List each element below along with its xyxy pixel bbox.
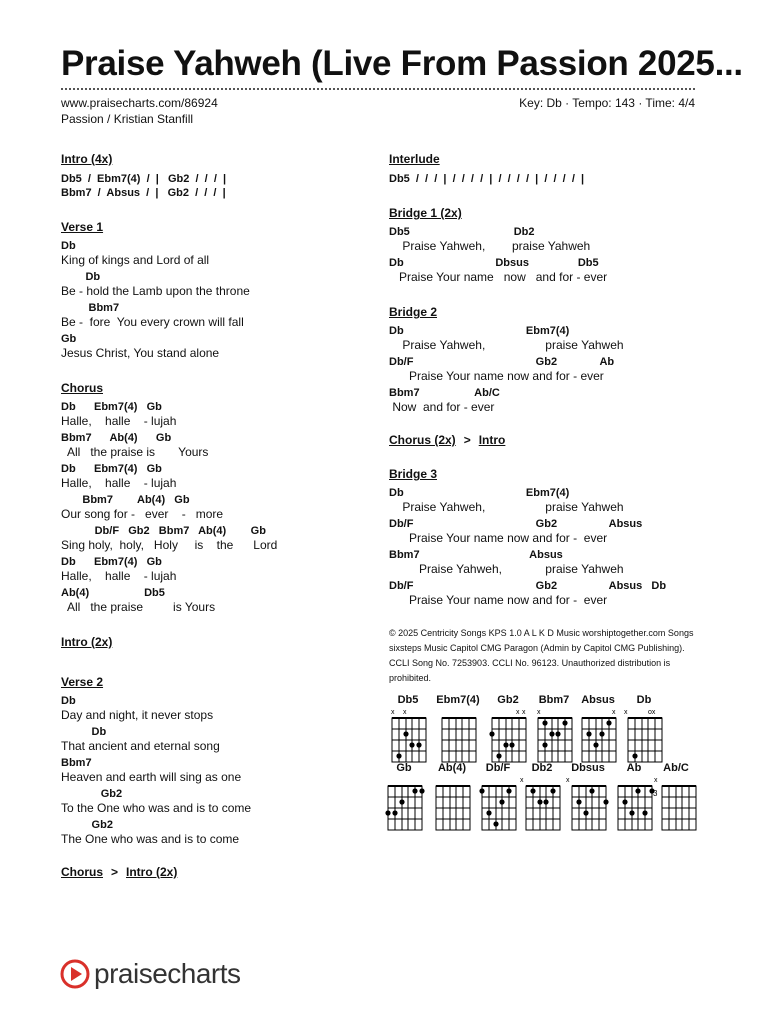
lyric-line: Praise Your name now and for - ever [389,593,608,607]
section-verse-1 [61,218,361,361]
chord-line: Db [61,271,101,283]
chord-diagram-name: Ebm7(4) [436,694,480,706]
chord-line: Db Ebm7(4) Gb [61,556,162,568]
chord-grid [386,776,426,834]
chord-grid [566,776,610,834]
lyric-line: Sing holy, holy, Holy is the Lord [61,538,278,552]
chord-line: Bbm7 Ab(4) Gb [61,494,190,506]
logo-text: praisecharts [94,958,241,989]
section-title: Verse 2 [61,675,104,689]
lyric-line: Now and for - ever [389,400,495,414]
section-title: Intro (2x) [61,635,113,649]
section-title: Bridge 3 [389,467,438,481]
play-circle-icon [60,959,90,989]
flow-target: Intro (2x) [126,865,178,879]
chord-grid [490,708,530,766]
section-title: Chorus [61,381,103,395]
chord-line: Gb [61,333,77,345]
svg-text:x: x [624,709,628,716]
bar-line: Db5 / / / | / / / / | / / / / | / / / / | [389,173,585,185]
lyric-line: To the One who was and is to come [61,801,252,815]
chord-diagram-name: Db/F [485,762,511,774]
svg-text:x: x [566,777,570,784]
chord-grid [653,776,700,834]
lyric-line: Be - fore You every crown will fall [61,315,244,329]
svg-text:x: x [516,709,520,716]
chord-diagram-name: Ab [626,762,642,774]
chord-line: Gb2 [61,788,123,800]
section-bridge-1 [389,204,709,285]
lyric-line: Praise Yahweh, praise Yahweh [389,338,624,352]
chord-diagrams [386,690,706,830]
lyric-line: King of kings and Lord of all [61,253,210,267]
chord-line: Db Ebm7(4) [389,325,570,337]
chord-line: Db [61,726,107,738]
section-chorus [61,379,361,615]
fret-number: 3 [653,789,658,798]
chord-line: Bbm7 Ab(4) Gb [61,432,172,444]
lyric-line: Praise Yahweh, praise Yahweh [389,500,624,514]
lyric-line: Praise Yahweh, praise Yahweh [389,562,624,576]
chord-line: Db5 Db2 [389,226,535,238]
chord-diagram-name: Gb2 [497,694,519,706]
chord-grid [390,708,430,766]
flow-arrow: > [111,865,119,879]
chord-diagram-name: Db5 [397,694,419,706]
section-title: Interlude [389,152,440,166]
svg-text:x: x [522,709,526,716]
chord-line: Db Ebm7(4) Gb [61,401,162,413]
lyric-line: All the praise is Yours [61,600,216,614]
chord-diagram-name: Ab(4) [437,762,467,774]
lyric-line: Halle, halle - lujah [61,414,177,428]
chord-diagram-name: Gb [396,762,412,774]
flow-line [389,433,709,447]
lyric-line: That ancient and eternal song [61,739,220,753]
lyric-line: Halle, halle - lujah [61,569,177,583]
song-url[interactable]: www.praisecharts.com/86924 [61,96,218,110]
section-bridge-2 [389,303,709,415]
section-interlude [389,150,709,186]
svg-text:x: x [520,777,524,784]
chord-line: Db [61,240,76,252]
title-divider [61,88,695,90]
lyric-line: Praise Your name now and for - ever [389,531,608,545]
chord-line: Db Ebm7(4) [389,487,570,499]
svg-text:ox: ox [648,709,656,716]
lyric-line: Praise Yahweh, praise Yahweh [389,239,591,253]
chord-line: Db/F Gb2 Ab [389,356,615,368]
bar-line: Db5 / Ebm7(4) / | Gb2 / / / | [61,173,227,185]
section-title: Verse 1 [61,220,104,234]
section-intro-2x [61,633,361,655]
copyright-notice: © 2025 Centricity Songs KPS 1.0 A L K D Music worshiptogether.com Songs sixsteps Music Capitol CMG Paragon (Admin by Capitol CMG Publishing). CCLI Song No. 7253903. CCLI No. 96123. Unauthorized distribution is prohibited. [389,628,694,683]
chord-grid [480,776,520,834]
lyric-line: Be - hold the Lamb upon the throne [61,284,250,298]
bar-line: Bbm7 / Absus / | Gb2 / / / | [61,187,226,199]
chord-diagram-name: Ab/C [663,762,689,774]
svg-text:x: x [403,709,407,716]
flow-target: Chorus [61,865,103,879]
chord-diagram-name: Db [636,694,652,706]
section-title: Intro (4x) [61,152,113,166]
chord-line: Db/F Gb2 Bbm7 Ab(4) Gb [61,525,266,537]
praisecharts-logo[interactable] [60,958,241,990]
lyric-line: Our song for - ever - more [61,507,224,521]
chord-line: Db [61,695,76,707]
lyric-line: All the praise is Yours [61,445,209,459]
chord-line: Ab(4) Db5 [61,587,165,599]
lyric-line: The One who was and is to come [61,832,240,846]
right-column [389,150,709,686]
svg-text:x: x [537,709,541,716]
chord-diagram-name: Dbsus [571,762,605,774]
section-verse-2 [61,673,361,847]
chord-grid [520,776,564,834]
chord-diagram-name: Db2 [531,762,553,774]
chord-grid [434,776,474,834]
section-title: Bridge 2 [389,305,438,319]
svg-text:x: x [654,777,658,784]
lyric-line: Day and night, it never stops [61,708,214,722]
chord-diagram-name: Absus [581,694,615,706]
chord-grid [440,708,480,766]
lyric-line: Praise Your name now and for - ever [389,369,604,383]
chord-line: Gb2 [61,819,113,831]
lyric-line: Praise Your name now and for - ever [389,270,608,284]
chord-line: Bbm7 Absus [389,549,563,561]
chord-line: Db/F Gb2 Absus [389,518,643,530]
song-artists: Passion / Kristian Stanfill [61,112,194,126]
chord-grid [616,776,656,834]
chord-line: Db/F Gb2 Absus Db [389,580,667,592]
chord-line: Bbm7 [61,757,92,769]
chord-diagram-name: Bbm7 [538,694,570,706]
flow-arrow: > [463,433,471,447]
song-title: Praise Yahweh (Live From Passion 2025... [61,44,743,83]
section-intro [61,150,361,200]
chord-line: Bbm7 Ab/C [389,387,500,399]
svg-text:x: x [612,709,616,716]
flow-line [61,865,361,879]
chord-line: Db Dbsus Db5 [389,257,599,269]
chord-grid [626,708,666,766]
chord-line: Bbm7 [61,302,120,314]
section-title: Bridge 1 (2x) [389,206,462,220]
chord-grid [536,708,576,766]
lyric-line: Heaven and earth will sing as one [61,770,242,784]
section-bridge-3 [389,465,709,608]
lyric-line: Jesus Christ, You stand alone [61,346,220,360]
flow-target: Chorus (2x) [389,433,456,447]
svg-text:x: x [391,709,395,716]
flow-target: Intro [478,433,506,447]
left-column [61,150,361,897]
chord-line: Db Ebm7(4) Gb [61,463,162,475]
key-tempo-time: Key: Db · Tempo: 143 · Time: 4/4 [519,96,695,110]
chord-grid [580,708,620,766]
lyric-line: Halle, halle - lujah [61,476,177,490]
